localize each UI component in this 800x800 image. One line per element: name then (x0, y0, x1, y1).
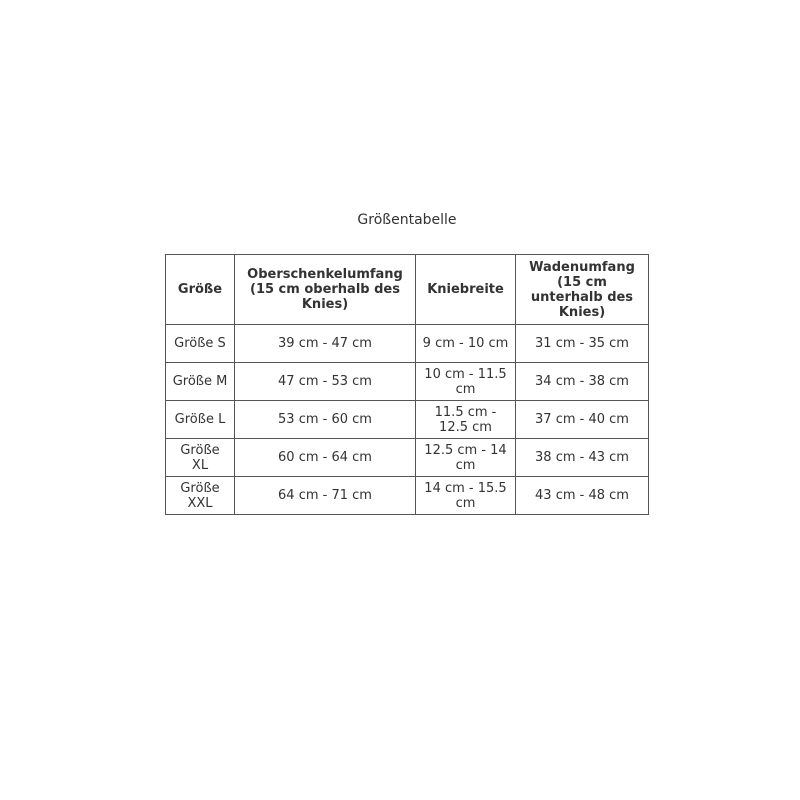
cell-size: Größe XL (166, 439, 235, 477)
table-row (166, 439, 649, 477)
table-header-row (166, 255, 649, 325)
cell-thigh: 47 cm - 53 cm (235, 363, 416, 401)
cell-knee: 9 cm - 10 cm (416, 325, 516, 363)
cell-calf: 38 cm - 43 cm (516, 439, 649, 477)
header-calf-circumference: Wadenumfang (15 cm unterhalb des Knies) (516, 255, 649, 325)
cell-knee: 10 cm - 11.5 cm (416, 363, 516, 401)
table-row (166, 477, 649, 515)
cell-thigh: 64 cm - 71 cm (235, 477, 416, 515)
cell-thigh: 60 cm - 64 cm (235, 439, 416, 477)
cell-calf: 31 cm - 35 cm (516, 325, 649, 363)
table-row (166, 325, 649, 363)
cell-calf: 34 cm - 38 cm (516, 363, 649, 401)
cell-thigh: 39 cm - 47 cm (235, 325, 416, 363)
cell-thigh: 53 cm - 60 cm (235, 401, 416, 439)
cell-size: Größe S (166, 325, 235, 363)
cell-knee: 12.5 cm - 14 cm (416, 439, 516, 477)
cell-size: Größe L (166, 401, 235, 439)
table-row (166, 363, 649, 401)
cell-knee: 14 cm - 15.5 cm (416, 477, 516, 515)
size-table (165, 254, 649, 515)
cell-size: Größe M (166, 363, 235, 401)
cell-size: Größe XXL (166, 477, 235, 515)
cell-calf: 43 cm - 48 cm (516, 477, 649, 515)
cell-knee: 11.5 cm - 12.5 cm (416, 401, 516, 439)
header-knee-width: Kniebreite (416, 255, 516, 325)
header-size: Größe (166, 255, 235, 325)
cell-calf: 37 cm - 40 cm (516, 401, 649, 439)
header-thigh-circumference: Oberschenkelumfang (15 cm oberhalb des Knies) (235, 255, 416, 325)
table-title: Größentabelle (357, 212, 457, 228)
table-row (166, 401, 649, 439)
